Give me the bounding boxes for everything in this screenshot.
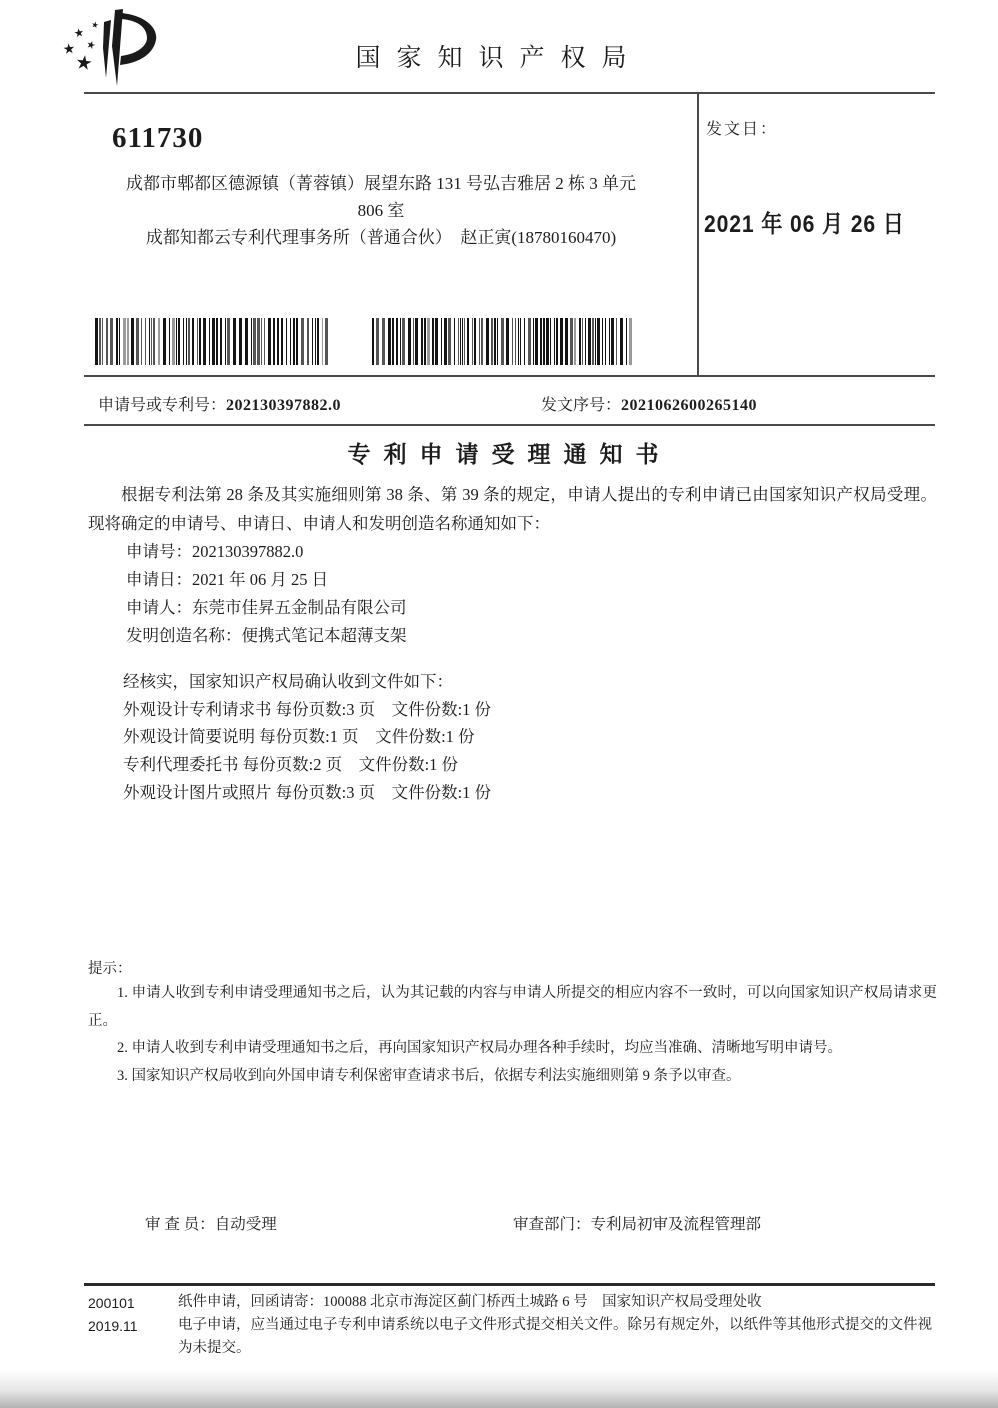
header-divider bbox=[84, 92, 935, 94]
footer-note-electronic: 电子申请，应当通过电子专利申请系统以电子文件形式提交相关文件。除另有规定外，以纸件等其他形式提交的文件视为未提交。 bbox=[178, 1317, 932, 1356]
document-item: 专利代理委托书 每份页数:2 页 文件份数:1 份 bbox=[123, 755, 459, 775]
form-code-block bbox=[88, 1292, 138, 1338]
notice-title: 专利申请受理通知书 bbox=[347, 442, 672, 467]
mid-divider bbox=[84, 375, 935, 377]
issue-date-label: 发文日： bbox=[706, 121, 779, 138]
document-item: 外观设计图片或照片 每份页数:3 页 文件份数:1 份 bbox=[123, 782, 492, 802]
serial-number-group bbox=[541, 392, 757, 415]
notice-intro: 根据专利法第 28 条及其实施细则第 38 条、第 39 条的规定，申请人提出的专利申请已由国家知识产权局受理。现将确定的申请号、申请日、申请人和发明创造名称通知如下： bbox=[88, 485, 937, 533]
serial-number-label: 发文序号： bbox=[541, 397, 622, 414]
address-line-1: 成都市郫都区德源镇（菁蓉镇）展望东路 131 号弘吉雅居 2 栋 3 单元 bbox=[126, 174, 636, 193]
examiner-value: 自动受理 bbox=[214, 1216, 277, 1233]
department-value: 专利局初审及流程管理部 bbox=[590, 1216, 762, 1233]
form-date: 2019.11 bbox=[88, 1318, 138, 1334]
examiner-label: 审 查 员： bbox=[145, 1216, 215, 1233]
address-line-3: 成都知都云专利代理事务所（普通合伙） 赵正寅(18780160470) bbox=[145, 228, 617, 247]
field-application-date: 申请日：2021 年 06 月 25 日 bbox=[126, 570, 329, 589]
document-item: 外观设计简要说明 每份页数:1 页 文件份数:1 份 bbox=[123, 727, 475, 747]
application-number-group bbox=[98, 392, 341, 415]
agency-title: 国家知识产权局 bbox=[355, 45, 643, 72]
tips-list bbox=[88, 980, 937, 1090]
tip-item-3: 3. 国家知识产权局收到向外国申请专利保密审查请求书后，依据专利法实施细则第 9 条予以审查。 bbox=[117, 1067, 741, 1084]
field-applicant: 申请人：东莞市佳昇五金制品有限公司 bbox=[126, 598, 407, 617]
field-application-number: 申请号：202130397882.0 bbox=[126, 542, 304, 561]
form-code: 200101 bbox=[88, 1295, 135, 1311]
issue-date-value: 2021 年 06 月 26 日 bbox=[704, 211, 905, 238]
examiner-group bbox=[145, 1212, 277, 1234]
document-item: 外观设计专利请求书 每份页数:3 页 文件份数:1 份 bbox=[123, 699, 492, 719]
footer-divider bbox=[84, 1283, 935, 1286]
field-invention-name: 发明创造名称：便携式笔记本超薄支架 bbox=[126, 626, 407, 645]
barcode-left bbox=[95, 318, 330, 365]
department-group bbox=[513, 1212, 761, 1234]
serial-number-value: 2021062600265140 bbox=[621, 397, 758, 414]
tip-item-2: 2. 申请人收到专利申请受理通知书之后，再向国家知识产权局办理各种手续时，均应当准确、清晰地写明申请号。 bbox=[117, 1040, 842, 1056]
footer-note-paper: 纸件申请，回函请寄：100088 北京市海淀区蓟门桥西土城路 6 号 国家知识产权局受理处收 bbox=[178, 1294, 762, 1310]
tips-label: 提示： bbox=[88, 961, 132, 977]
recipient-address bbox=[92, 170, 670, 251]
received-documents bbox=[123, 668, 491, 807]
footer-notes bbox=[178, 1291, 938, 1360]
application-number-label: 申请号或专利号： bbox=[98, 397, 227, 414]
documents-intro: 经核实，国家知识产权局确认收到文件如下： bbox=[123, 672, 453, 691]
box-vertical-divider bbox=[697, 92, 699, 377]
application-fields bbox=[126, 538, 407, 650]
application-number-value: 202130397882.0 bbox=[226, 397, 342, 414]
department-label: 审查部门： bbox=[513, 1216, 591, 1233]
address-line-2: 806 室 bbox=[357, 201, 405, 220]
postal-code: 611730 bbox=[112, 122, 204, 154]
barcode-right bbox=[372, 318, 633, 365]
tip-item-1: 1. 申请人收到专利申请受理通知书之后，认为其记载的内容与申请人所提交的相应内容不一致时，可以向国家知识产权局请求更正。 bbox=[88, 985, 937, 1029]
scan-edge-shadow bbox=[0, 1370, 998, 1408]
numbers-row-divider bbox=[84, 424, 935, 426]
